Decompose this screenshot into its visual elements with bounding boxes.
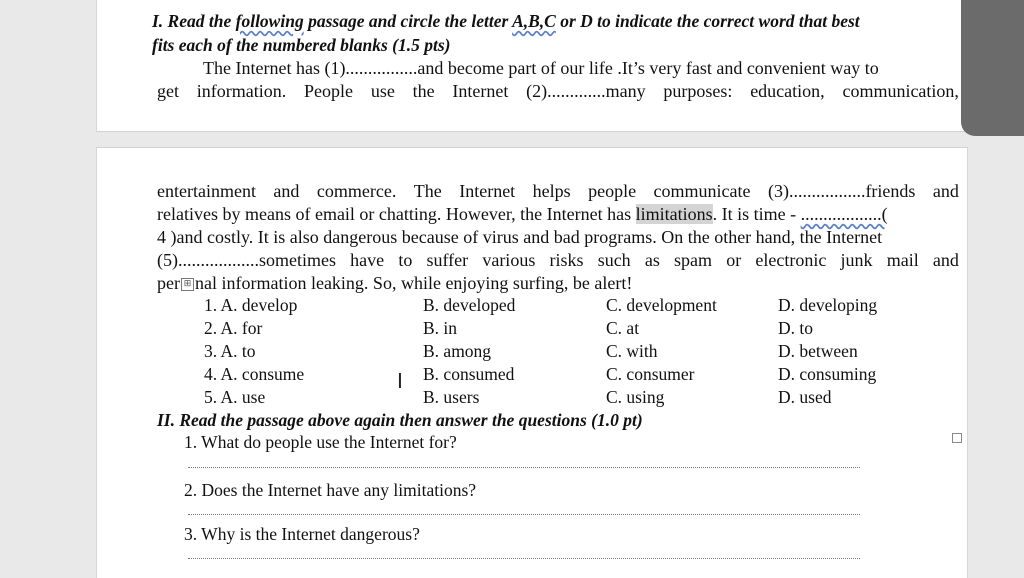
word: as: [644, 250, 660, 270]
answer-line-3[interactable]: [188, 558, 860, 559]
option-5-c[interactable]: C. using: [606, 387, 665, 407]
option-2-b[interactable]: B. in: [423, 318, 458, 338]
word: information.: [196, 81, 287, 101]
blank-4: ..................(: [800, 204, 888, 224]
word: entertainment: [157, 181, 256, 201]
word: people: [588, 181, 637, 201]
passage-line-4: relatives by means of email or chatting. However, the Internet has limitations. It is time - ..................(: [157, 204, 888, 224]
option-3-a[interactable]: 3. A. to: [204, 341, 256, 361]
word: (3).................friends: [767, 181, 916, 201]
section2-heading: II. Read the passage above again then answer the questions (1.0 pt): [157, 410, 643, 430]
word: to: [398, 250, 413, 270]
option-1-b[interactable]: B. developed: [423, 295, 516, 315]
word: communication,: [842, 81, 959, 101]
word: or: [726, 250, 742, 270]
word: (2).............many: [526, 81, 646, 101]
passage-line-6: [157, 249, 959, 271]
word: helps: [532, 181, 571, 201]
word: and: [273, 181, 300, 201]
option-5-b[interactable]: B. users: [423, 387, 480, 407]
answer-line-2[interactable]: [188, 514, 860, 515]
option-5-a[interactable]: 5. A. use: [204, 387, 266, 407]
passage-line-7: per ⊞ nal information leaking. So, while enjoying surfing, be alert!: [157, 273, 633, 293]
passage-line-2: [157, 80, 959, 102]
word: education,: [750, 81, 825, 101]
word: (5)..................sometimes: [157, 250, 336, 270]
word: People: [304, 81, 354, 101]
word: use: [370, 81, 395, 101]
checkbox-icon[interactable]: [952, 433, 962, 443]
option-4-a[interactable]: 4. A. consume: [204, 364, 305, 384]
option-1-c[interactable]: C. development: [606, 295, 717, 315]
word: electronic: [755, 250, 827, 270]
side-panel-overlay[interactable]: [961, 0, 1024, 136]
word: and: [932, 181, 959, 201]
word: Internet: [452, 81, 509, 101]
word: mail: [886, 250, 919, 270]
word: Internet: [459, 181, 516, 201]
question-1: 1. What do people use the Internet for?: [184, 432, 457, 452]
word: various: [482, 250, 536, 270]
passage-line-3: [157, 180, 959, 202]
word: the: [412, 81, 435, 101]
question-3: 3. Why is the Internet dangerous?: [184, 524, 420, 544]
option-4-c[interactable]: C. consumer: [606, 364, 695, 384]
option-5-d[interactable]: D. used: [778, 387, 832, 407]
word: have: [350, 250, 385, 270]
passage-line-5: 4 )and costly. It is also dangerous because of virus and bad programs. On the other hand, the Internet: [157, 227, 883, 247]
word: spam: [674, 250, 713, 270]
word: communicate: [653, 181, 751, 201]
word: purposes:: [663, 81, 733, 101]
word: get: [157, 81, 179, 101]
question-2: 2. Does the Internet have any limitations?: [184, 480, 477, 500]
spell-check-abc[interactable]: A,B,C: [512, 11, 556, 31]
word: such: [597, 250, 631, 270]
option-3-c[interactable]: C. with: [606, 341, 658, 361]
word: The: [413, 181, 442, 201]
option-1-a[interactable]: 1. A. develop: [204, 295, 298, 315]
option-3-b[interactable]: B. among: [423, 341, 492, 361]
option-1-d[interactable]: D. developing: [778, 295, 878, 315]
word: junk: [840, 250, 873, 270]
text-cursor-icon: I: [397, 369, 403, 393]
option-2-d[interactable]: D. to: [778, 318, 813, 338]
word: and: [932, 250, 959, 270]
option-2-c[interactable]: C. at: [606, 318, 640, 338]
word: commerce.: [316, 181, 397, 201]
section1-heading-line1: I. Read the following passage and circle the letter A,B,C or D to indicate the correct word that best: [152, 11, 860, 31]
passage-line-1: The Internet has (1)................and become part of our life .It’s very fast and convenient way to: [203, 58, 879, 78]
option-3-d[interactable]: D. between: [778, 341, 858, 361]
option-2-a[interactable]: 2. A. for: [204, 318, 263, 338]
spell-check-word[interactable]: following: [235, 11, 304, 31]
word: suffer: [426, 250, 469, 270]
word: risks: [549, 250, 584, 270]
highlighted-word[interactable]: limitations: [635, 204, 713, 224]
section1-heading-line2: fits each of the numbered blanks (1.5 pts): [152, 35, 451, 55]
move-handle-icon[interactable]: ⊞: [181, 278, 194, 291]
option-4-d[interactable]: D. consuming: [778, 364, 877, 384]
option-4-b[interactable]: B. consumed: [423, 364, 515, 384]
answer-line-1[interactable]: [188, 467, 860, 468]
